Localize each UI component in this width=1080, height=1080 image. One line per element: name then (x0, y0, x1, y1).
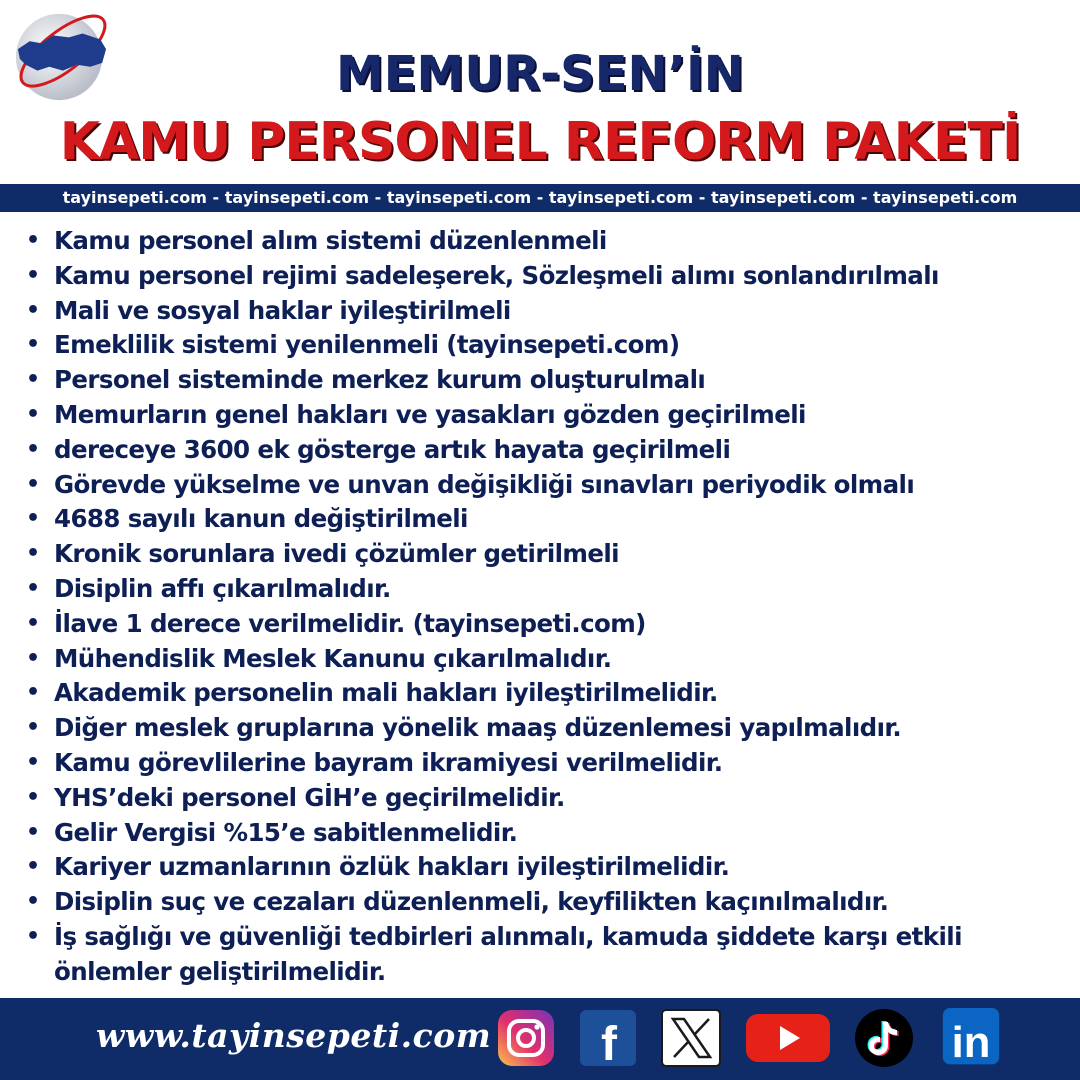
list-item-text: Mali ve sosyal haklar iyileştirilmeli (54, 295, 511, 325)
reform-list (26, 224, 1066, 990)
list-item-text: Mühendislik Meslek Kanunu çıkarılmalıdır. (54, 643, 612, 673)
bullet-icon: • (26, 645, 40, 671)
list-item-text: Disiplin affı çıkarılmalıdır. (54, 573, 391, 603)
list-item-text: İlave 1 derece verilmelidir. (tayinsepeti.com) (54, 608, 646, 638)
list-item-text: Emeklilik sistemi yenilenmeli (tayinsepeti.com) (54, 330, 680, 360)
footer (0, 998, 1080, 1080)
bullet-icon: • (26, 367, 40, 393)
website-link[interactable]: www.tayinsepeti.com (96, 1016, 492, 1055)
list-item-text: YHS’deki personel GİH’e geçirilmelidir. (54, 782, 565, 812)
page-title: MEMUR-SEN’İN (336, 46, 744, 102)
list-item (26, 642, 1066, 677)
list-item (26, 572, 1066, 607)
list-item-text: 4688 sayılı kanun değiştirilmeli (54, 504, 468, 534)
bullet-icon: • (26, 297, 40, 323)
list-item-text: Kamu personel alım sistemi düzenlenmeli (54, 226, 607, 255)
list-item-text: Görevde yükselme ve unvan değişikliği sınavları periyodik olmalı (54, 469, 915, 499)
bullet-icon: • (26, 610, 40, 636)
list-item (26, 433, 1066, 468)
bullet-icon: • (26, 854, 40, 880)
list-item (26, 920, 1066, 990)
bullet-icon: • (26, 819, 40, 845)
list-item-text: dereceye 3600 ek gösterge artık hayata geçirilmeli (54, 434, 731, 464)
svg-text:in: in (951, 1019, 991, 1068)
list-item-text: Disiplin suç ve cezaları düzenlenmeli, keyfilikten kaçınılmalıdır. (54, 887, 889, 917)
list-item (26, 607, 1066, 642)
bullet-icon: • (26, 889, 40, 915)
bullet-icon: • (26, 680, 40, 706)
header (0, 0, 1080, 184)
list-item-text: Kamu personel rejimi sadeleşerek, Sözleşmeli alımı sonlandırılmalı (54, 260, 939, 290)
list-item (26, 746, 1066, 781)
list-item (26, 468, 1066, 503)
bullet-icon: • (26, 262, 40, 288)
list-item (26, 885, 1066, 920)
bullet-icon: • (26, 784, 40, 810)
bullet-icon: • (26, 715, 40, 741)
bullet-icon: • (26, 401, 40, 427)
tiktok-icon[interactable] (852, 1008, 916, 1068)
bullet-icon: • (26, 923, 40, 949)
page-subtitle: KAMU PERSONEL REFORM PAKETİ (59, 112, 1021, 172)
facebook-icon[interactable] (578, 1008, 638, 1068)
list-item-text: Memurların genel hakları ve yasakları gözden geçirilmeli (54, 399, 806, 429)
list-item (26, 816, 1066, 851)
list-item (26, 328, 1066, 363)
list-item (26, 850, 1066, 885)
linkedin-icon[interactable] (938, 1008, 1004, 1068)
list-item (26, 294, 1066, 329)
list-item-text: Akademik personelin mali hakları iyileştirilmelidir. (54, 678, 718, 708)
list-item-text: Diğer meslek gruplarına yönelik maaş düzenlemesi yapılmalıdır. (54, 713, 902, 743)
ticker-bar: tayinsepeti.com - tayinsepeti.com - tayinsepeti.com - tayinsepeti.com - tayinsepeti.com - tayinsepeti.com (0, 184, 1080, 212)
x-twitter-icon[interactable] (660, 1008, 722, 1068)
bullet-icon: • (26, 436, 40, 462)
bullet-icon: • (26, 575, 40, 601)
list-item (26, 502, 1066, 537)
svg-text:f: f (601, 1018, 617, 1068)
list-item-text: Kronik sorunlara ivedi çözümler getirilmeli (54, 539, 619, 569)
list-item (26, 259, 1066, 294)
instagram-icon[interactable] (496, 1008, 556, 1068)
list-item-text: Kariyer uzmanlarının özlük hakları iyileştirilmelidir. (54, 852, 730, 882)
youtube-icon[interactable] (744, 1008, 832, 1068)
list-item (26, 711, 1066, 746)
bullet-icon: • (26, 506, 40, 532)
list-item-text: Kamu görevlilerine bayram ikramiyesi verilmelidir. (54, 747, 723, 777)
list-item (26, 676, 1066, 711)
list-item (26, 363, 1066, 398)
bullet-icon: • (26, 749, 40, 775)
list-item-text: Personel sisteminde merkez kurum oluşturulmalı (54, 365, 706, 395)
bullet-icon: • (26, 471, 40, 497)
bullet-icon: • (26, 228, 40, 253)
list-item (26, 398, 1066, 433)
list-item (26, 537, 1066, 572)
bullet-icon: • (26, 541, 40, 567)
list-item-text: Gelir Vergisi %15’e sabitlenmelidir. (54, 817, 518, 847)
list-item (26, 224, 1066, 259)
list-item (26, 781, 1066, 816)
bullet-icon: • (26, 332, 40, 358)
list-item-text: İş sağlığı ve güvenliği tedbirleri alınmalı, kamuda şiddete karşı etkili önlemler geliştirilmelidir. (54, 921, 962, 986)
